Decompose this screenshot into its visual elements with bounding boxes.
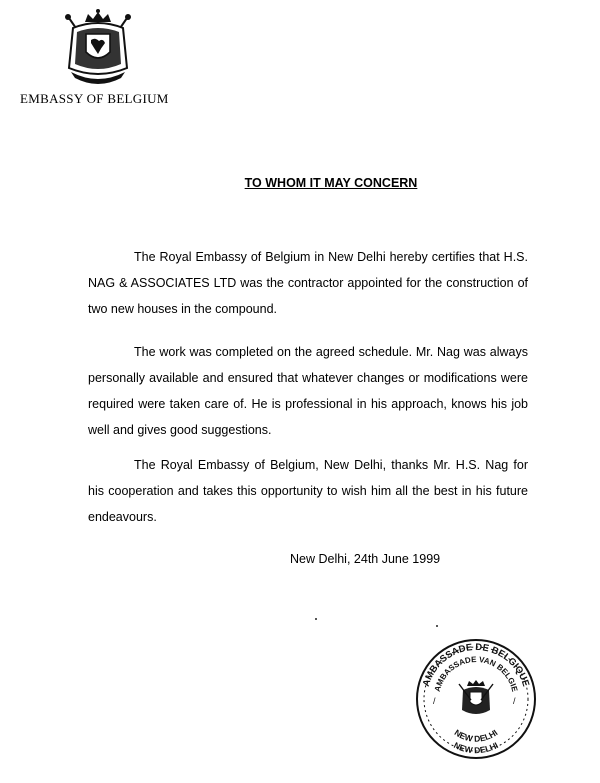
paragraph-3-text: The Royal Embassy of Belgium, New Delhi, thanks Mr. H.S. Nag for his cooperation and takes this opportunity to wish him all the best in his future endeavours. — [88, 458, 528, 524]
place-date: New Delhi, 24th June 1999 — [290, 552, 441, 566]
svg-text:NEW DELHI — [453, 727, 500, 743]
paragraph-1-text: The Royal Embassy of Belgium in New Delhi hereby certifies that H.S. NAG & ASSOCIATES LTD was the contractor appointed for the construction of two new houses in the compound. — [88, 250, 528, 316]
paragraph-2 — [88, 339, 528, 443]
seal-bottom-text-1: NEW DELHI — [452, 727, 500, 744]
letter-title: TO WHOM IT MAY CONCERN — [244, 176, 418, 190]
seal-inner-text: AMBASSADE VAN BELGIE — [432, 654, 520, 693]
embassy-seal-icon — [413, 636, 539, 762]
seal-outer-text: AMBASSADE DE BELGIQUE — [420, 641, 532, 688]
paragraph-1 — [88, 244, 528, 322]
svg-text:/: / — [433, 696, 436, 706]
svg-text:/: / — [513, 696, 516, 706]
scan-speck — [436, 625, 438, 627]
paragraph-2-text: The work was completed on the agreed schedule. Mr. Nag was always personally available and ensured that whatever changes or modifications were required were taken care of. He is professional in his approach, knows his job well and gives good suggestions. — [88, 345, 528, 437]
paragraph-3 — [88, 452, 528, 530]
seal-bottom-text-2: NEW DELHI — [452, 739, 500, 756]
embassy-name: EMBASSY OF BELGIUM — [20, 91, 169, 106]
scan-speck — [315, 618, 317, 620]
royal-crest-icon — [55, 8, 141, 88]
